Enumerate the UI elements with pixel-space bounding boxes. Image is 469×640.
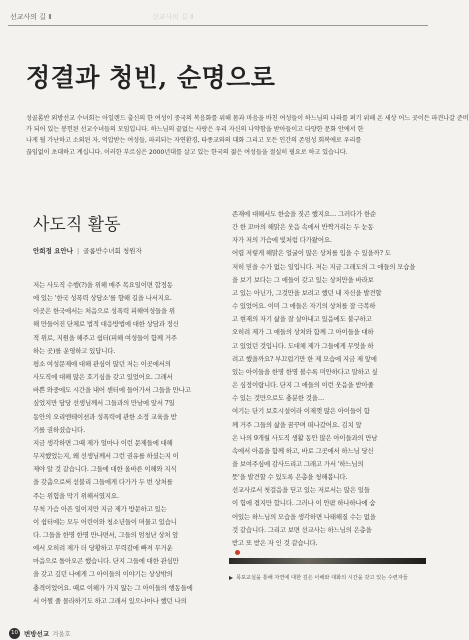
body-text-line: 주는 위험을 막기 위해서였지요. [33, 491, 119, 500]
body-text-line: 께 거주 그들의 삶을 꿈꾸며 떠나갔어요. 김치 앞 [232, 420, 362, 429]
body-text-line: 사도직에 대해 많은 호기심을 갖고 있었어요. 그래서 [33, 373, 173, 382]
author-name: 안희정 요안나 [33, 247, 73, 255]
body-text-line: 은 나의 9개월 사도직 생활 동안 많은 아이들과의 만남 [232, 433, 378, 442]
page-title: 정결과 청빈, 순명으로 [26, 63, 276, 92]
body-text-line: 간 한 꼬마의 해맑은 웃음 속에서 반짝거리는 두 눈동 [232, 223, 374, 232]
body-text-line: 오히려 제가 그 애들의 상처와 함께 그 아이들을 대하 [232, 328, 374, 337]
intro-line: 성골롬반 외방선교 수녀회는 아일랜드 출신의 한 여성이 중국의 복음화를 위해 몸과 마음을 바친 여성들이 하느님의 나라를 펴기 위해 온 세상 어느 곳이든 파견나갈 준비 [26, 115, 469, 122]
body-text-line: 려고 했을까요? 부끄럽기만 한 제 모습에 지금 제 앞에 [232, 354, 377, 363]
body-text-line: 무지했었는지, 왜 선생님께서 그런 권유를 하셨는지 이 [33, 452, 179, 461]
body-text-line: 평소 여성문제에 대해 관심이 많던 저는 이곳에서의 [33, 359, 171, 368]
body-text-line: 충격이었어요. 때로 이해가 가지 않는 그 아이들의 행동들에 [33, 583, 193, 592]
body-text-line: 어렵 저렇게 해맑은 얼굴이 많은 상처를 입을 수 있을까? 도 [232, 249, 391, 258]
photo-strip [229, 558, 426, 564]
body-text-line: 선교사로서 첫걸음을 딛고 있는 저로서는 많은 일들 [232, 486, 370, 495]
body-text-line: 이곳은 한국에서는 처음으로 성폭력 피해여성들을 위 [33, 307, 175, 316]
body-text-line: 지금 생각하면 그때 제가 얼마나 이런 문제들에 대해 [33, 438, 173, 447]
body-text-line: 고 있었던 것입니다. 도대체 제가 그들에게 무엇을 하 [232, 341, 374, 350]
intro-paragraph [26, 113, 469, 158]
body-text-line: 에 있는 '한국 성폭력 상담소'를 향해 길을 나서지요. [33, 294, 172, 303]
body-text-line: 다. 그들을 한명 한명 만나면서, 그들의 엄청난 상처 앞 [33, 530, 179, 539]
body-text-line: 해 만들어진 단체로 법적 대응방법에 대한 상담과 정신 [33, 320, 179, 329]
byline [33, 246, 142, 255]
article-title: 사도직 활동 [33, 215, 121, 235]
caption-text: 목포교실을 통해 자연에 대한 깊은 이해와 대화의 시간을 갖고 있는 수련자들 [236, 575, 408, 581]
body-text-line: 존재에 대해서도 한숨을 짓곤 했지요… 그러다가 한순 [232, 210, 377, 218]
body-text-line: 수 있었어요. 이미 그 애들은 자기의 상처를 잘 극복하 [232, 302, 376, 311]
body-text-line: 이 쉼터에는 모두 어린이와 청소년들이 머물고 있습니 [33, 517, 177, 526]
body-text-line: 있는 아이들을 한명 한명 볼수록 미안하다고 말하고 싶 [232, 367, 378, 376]
intro-line: 끊임없이 초대하고 계십니다. 이러한 부르심은 2000년대를 살고 있는 한국의 젊은 여성들을 절실히 필요로 하고 있습니다. [26, 148, 348, 156]
body-text-line: 자가 저의 가슴에 빛처럼 다가왔어요. [232, 236, 332, 245]
body-text-line: 하는 곳)를 운영하고 있답니다. [33, 346, 116, 355]
body-text-line: 을 보기 보다는 그 애들이 갖고 있는 상처만을 바라보 [232, 275, 374, 284]
body-text-line: 이 힘에 겹지만 합니다. 그러나 이 안팎 하나하나에 숨 [232, 499, 376, 508]
body-text-line: 여기는 단기 보호시설이라 이제껏 많은 아이들이 함 [232, 407, 370, 416]
body-text-line: 싶었지만 담당 선생님께서 그들과의 만남에 앞서 7일 [33, 399, 175, 408]
page-footer [9, 628, 71, 639]
running-header [8, 4, 428, 26]
body-text-line: 것 같습니다. 그리고 보면 선교사는 하느님의 은총을 [232, 525, 372, 534]
magazine-name: 변방선교 [24, 630, 50, 638]
body-text-line: 고 있는 아닌가, 그것만을 보려고 했던 내 자신을 발견할 [232, 288, 382, 297]
show-through-text: 선교사의 길 Ⅱ [151, 13, 194, 21]
body-text-line: 마음으로 돌아오곤 했습니다. 단지 그들에 대한 관심만 [33, 557, 179, 566]
caption-triangle-icon [229, 576, 233, 580]
body-text-line: 뜻'을 발견할 수 있도록 은총을 청해봅니다. [232, 473, 348, 482]
body-text-line: 속에서 아픔을 함께 하고, 바로 그곳에서 하느님 당신 [232, 446, 374, 455]
body-text-line: 서 어쩔 줄 몰라하기도 하고 그래서 있으나마나 했던 나의 [33, 596, 187, 605]
article-column-right [232, 208, 422, 555]
intro-line: 가 되어 있는 봉헌된 선교수녀들의 모임입니다. 하느님의 끝없는 사랑은 우리 자신의 나약함을 받아들이고 다양한 문화 안에서 한 [26, 126, 364, 134]
intro-line: 나게 될 가난하고 소외된 자, 억압받는 여성들, 파괴되는 자연환경, 타종교와의 대화 그리고 모든 인간의 존엄성 회복에로 우리를 [26, 137, 362, 145]
author-affiliation: 골롬반수녀회 청원자 [83, 247, 142, 255]
body-text-line: 바쁜 와중에도 시간을 내어 센터에 들어가서 그들을 만나고 [33, 386, 191, 395]
body-text-line: 저는 사도직 수행(?)을 위해 매주 목요일이면 합정동 [33, 281, 173, 289]
body-text-line: 동안의 오리엔테이션과 성폭력에 관한 소정 교육을 받 [33, 412, 177, 421]
page-number: 10 [9, 628, 20, 639]
body-text-line: 은 심정이랍니다. 단지 그 애들의 이런 웃음을 받아줄 [232, 381, 374, 390]
end-mark-icon [235, 550, 240, 555]
section-label: 선교사의 길 Ⅱ [10, 13, 52, 21]
issue-label: 겨울호 [52, 630, 71, 638]
body-text-line: 을 갖고 깊던 나에게 그 아이들의 이야기는 상상밖의 [33, 570, 173, 579]
body-text-line: 무척 가슴 아픈 일이지만 지금 제가 방문하고 있는 [33, 504, 167, 513]
body-text-line: 수 있는 것만으로도 충분한 것을… [232, 394, 325, 403]
body-text-line: 기를 권하셨습니다. [33, 425, 85, 434]
body-text-line: 제야 알 것 같습니다. 그들에 대한 올바른 이해와 지식 [33, 465, 177, 474]
body-text-line: 을 갖춤으로써 섣불리 그들에게 다가가 두 번 상처를 [33, 478, 173, 487]
article-column-left [33, 279, 223, 608]
body-text-line: 받고 또 받은 자 인 것 같습니다. [232, 537, 422, 555]
body-text-line: 을 보여주심에 감사드리고 그래고 가서 '하느님의 [232, 459, 364, 468]
body-text-line: 어있는 하느님의 모습을 생각하면 나태해질 수는 없을 [232, 512, 376, 521]
body-text-line: 적 위로, 지원을 해주고 쉼터(피해 여성들이 함께 거주 [33, 333, 177, 342]
body-text-line: 저히 믿을 수가 없는 일입니다. 저는 지금 그래도의 그 애들의 모습을 [232, 262, 416, 271]
body-text-line: 고 현재의 자기 삶을 잘 살아내고 있음에도 불구하고 [232, 315, 372, 324]
body-text-line: 에서 오히려 제가 더 당황하고 무력감에 빠져 무거운 [33, 544, 173, 553]
photo-caption [229, 574, 429, 581]
byline-separator: | [76, 247, 80, 255]
